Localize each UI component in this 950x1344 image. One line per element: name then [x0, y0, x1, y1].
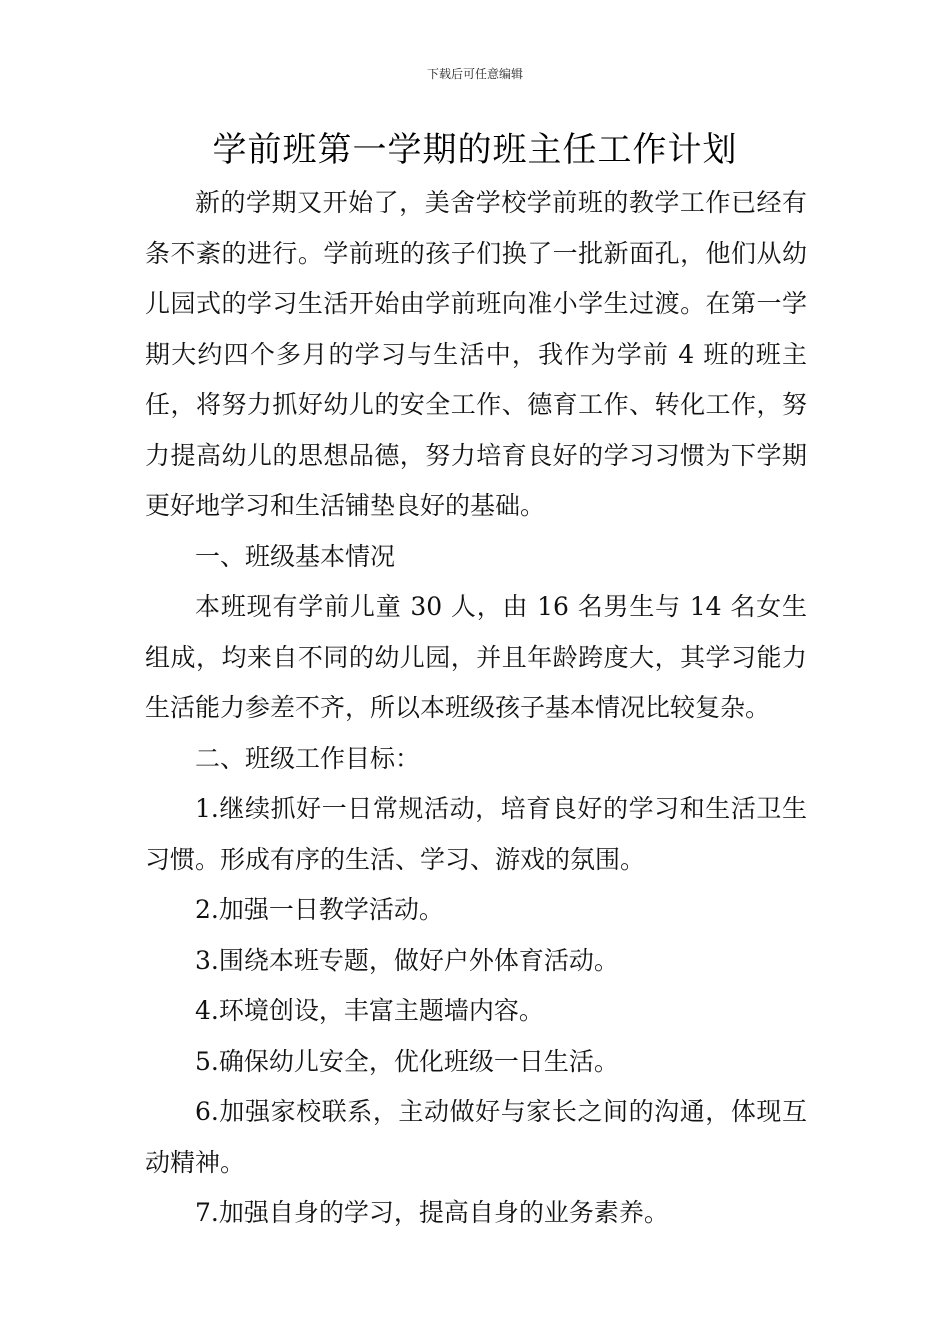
goal-item-5: 5.确保幼儿安全，优化班级一日生活。: [195, 1046, 619, 1076]
goal-item-3: 3.围绕本班专题，做好户外体育活动。: [195, 945, 619, 975]
section-heading-class-overview: 一、班级基本情况: [195, 541, 396, 571]
document-body: [145, 178, 807, 1239]
intro-paragraph: 新的学期又开始了，美舍学校学前班的教学工作已经有条不紊的进行。学前班的孩子们换了一批新面孔，他们从幼儿园式的学习生活开始由学前班向准小学生过渡。在第一学期大约四个多月的学习与生活中，我作为学前 4 班的班主任，将努力抓好幼儿的安全工作、德育工作、转化工作，努力提高幼儿的思想品德，努力培育良好的学习习惯为下学期更好地学习和生活铺垫良好的基础。: [145, 188, 807, 520]
goal-item-6: 6.加强家校联系，主动做好与家长之间的沟通，体现互动精神。: [145, 1097, 807, 1177]
goal-item-1: 1.继续抓好一日常规活动，培育良好的学习和生活卫生习惯。形成有序的生活、学习、游戏的氛围。: [145, 794, 807, 874]
goal-item-4: 4.环境创设，丰富主题墙内容。: [195, 996, 544, 1025]
class-overview-paragraph: 本班现有学前儿童 30 人，由 16 名男生与 14 名女生组成，均来自不同的幼儿园，并且年龄跨度大，其学习能力生活能力参差不齐，所以本班级孩子基本情况比较复杂。: [145, 592, 807, 722]
section-heading-goals: 二、班级工作目标：: [195, 743, 421, 773]
goal-item-2: 2.加强一日教学活动。: [195, 895, 444, 924]
header-note: 下载后可任意编辑: [426, 67, 523, 81]
goal-item-7: 7.加强自身的学习，提高自身的业务素养。: [195, 1198, 669, 1227]
document-title: 学前班第一学期的班主任工作计划: [212, 130, 738, 170]
